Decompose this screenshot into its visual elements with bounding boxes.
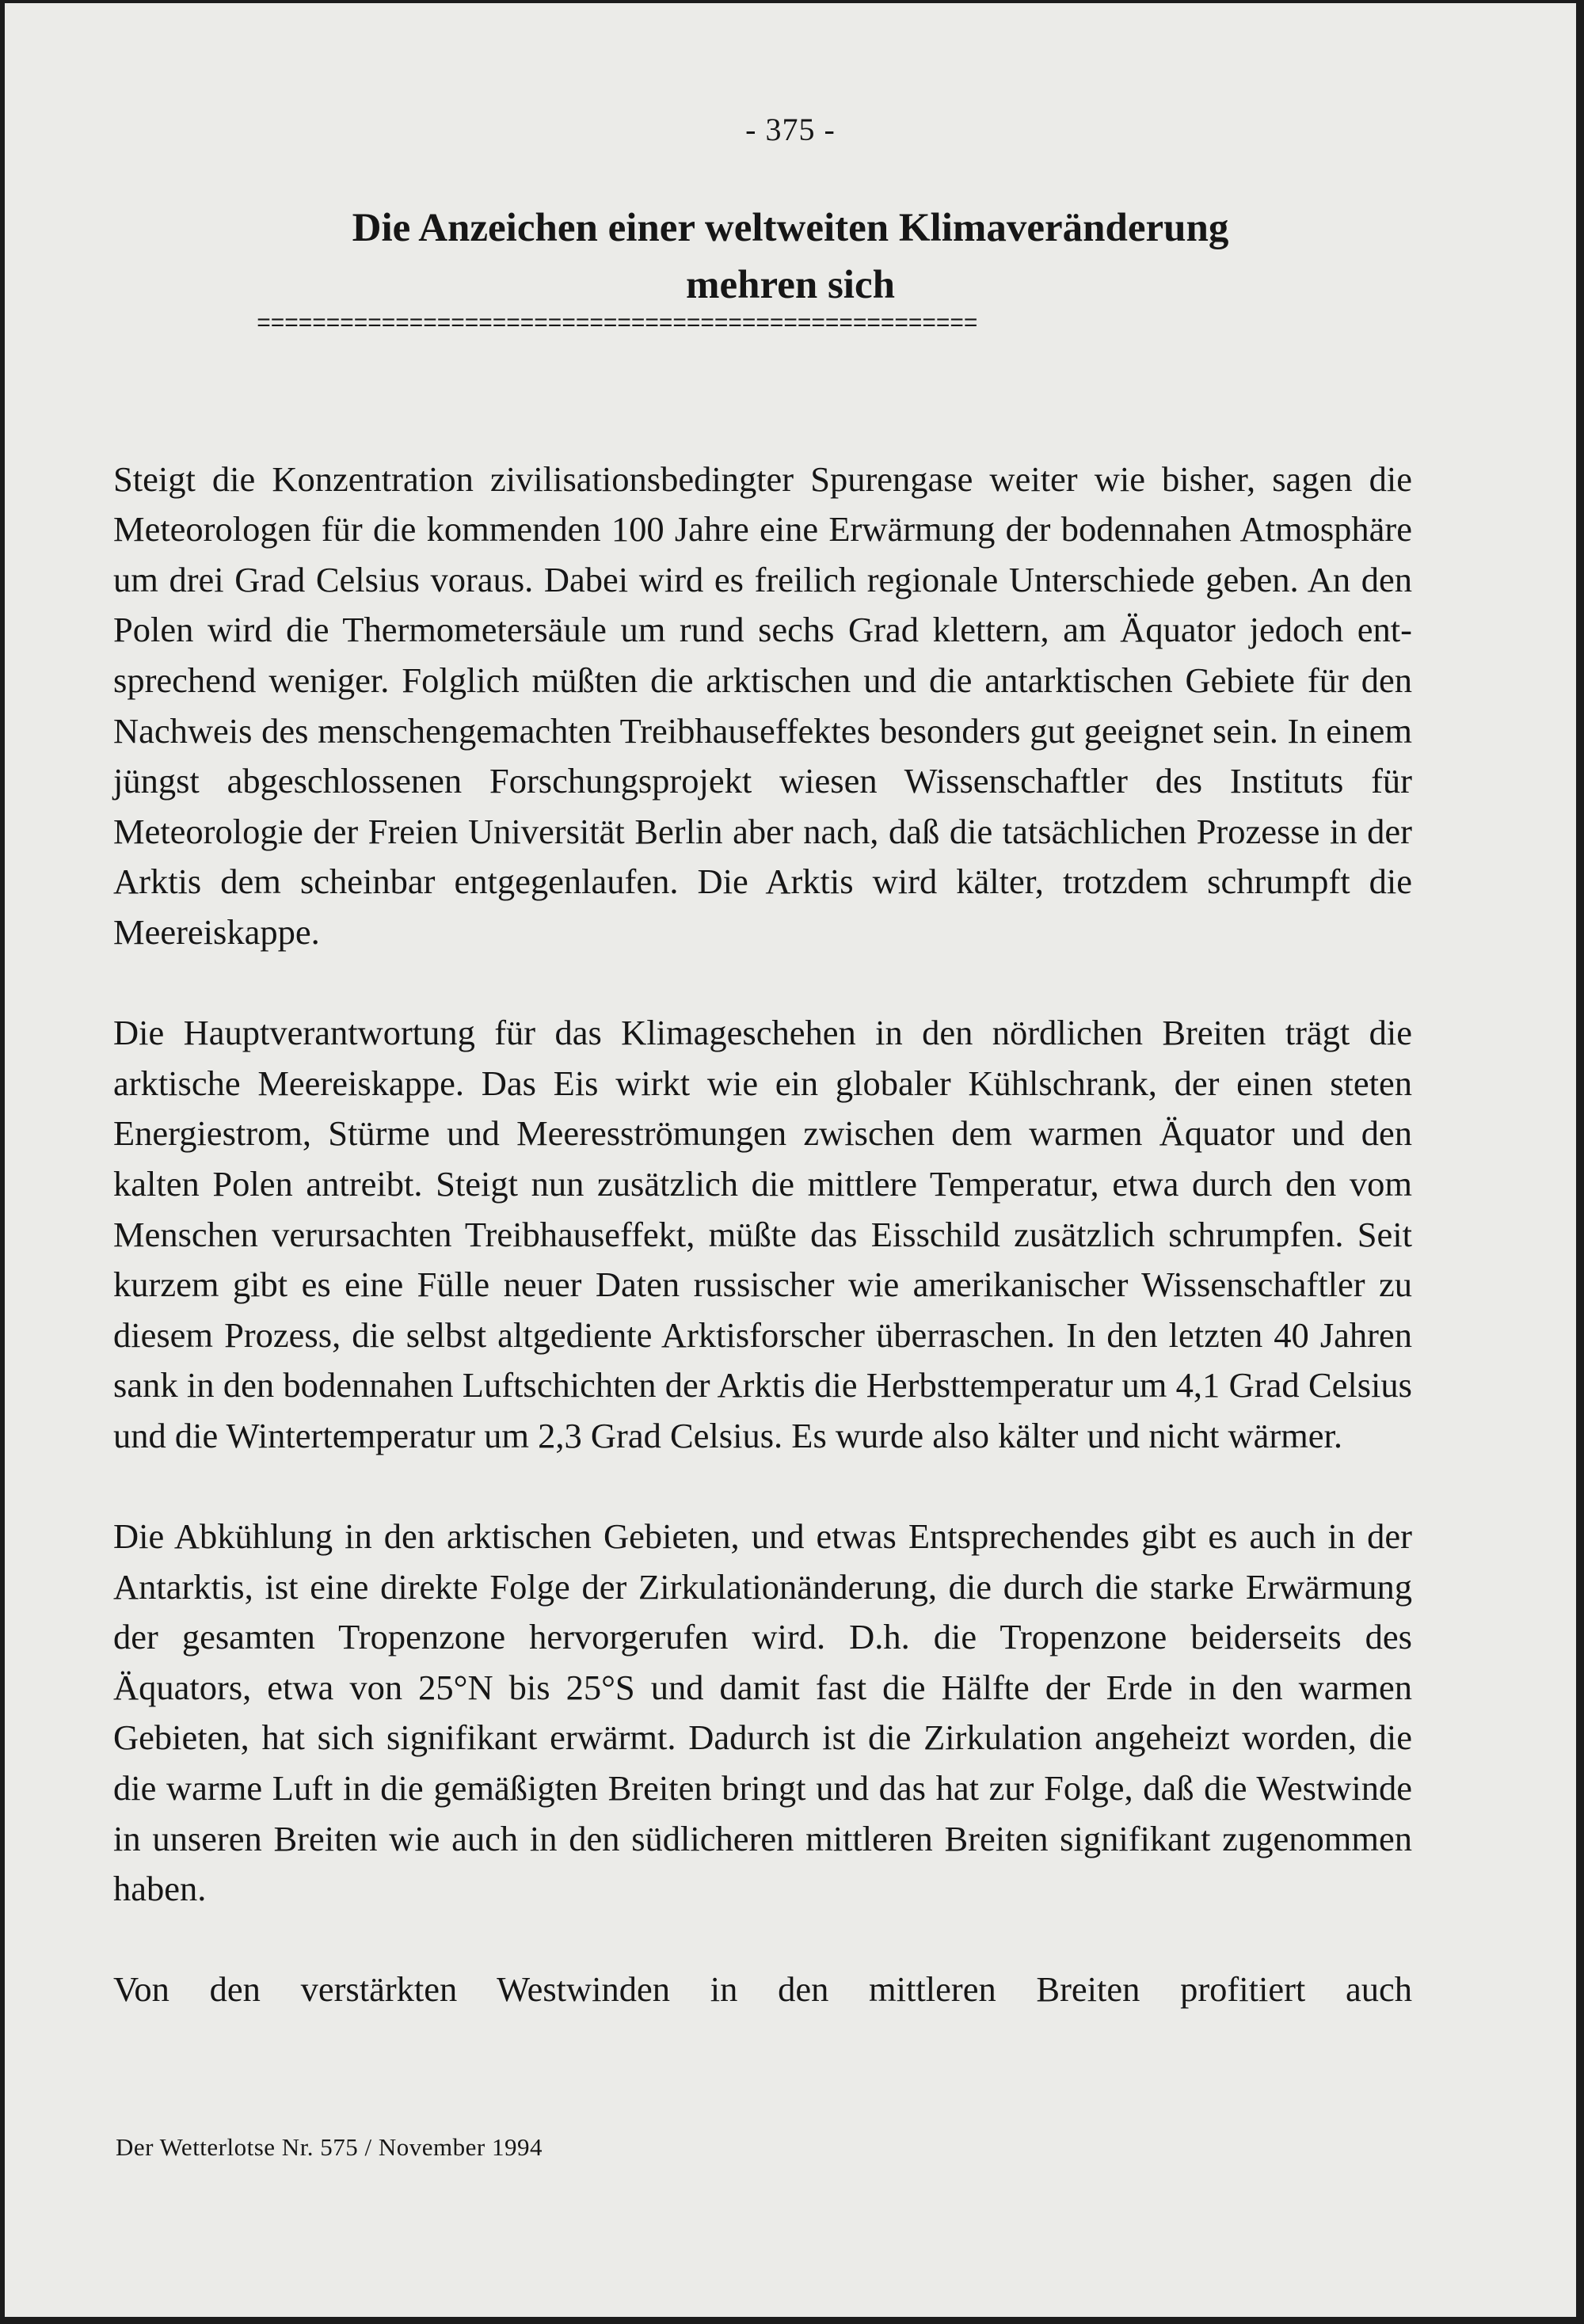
paragraph-4: Von den verstärkten Westwinden in den mittleren Breiten profitiert auch xyxy=(113,1969,1412,2010)
paragraph-3: Die Abkühlung in den arktischen Gebieten, und etwas Entsprechendes gibt es auch in der Antarktis, ist eine direkte Folge der Zirkulationänderung, die durch die starke Erwärmung der gesamten Tropenzone hervorgerufen wird. D.h. die Tropenzone beiderseits des Äquators, etwa von 25°N bis 25°S und damit fast die Hälfte der Erde in den warmen Gebieten, hat sich signifikant erwärmt. Dadurch ist die Zirkulation angeheizt worden, die die warme Luft in die gemäßigten Breiten bringt und das hat zur Folge, daß die Westwinde in unseren Breiten wie auch in den südlicheren mittleren Breiten signifikant zugenommen haben. xyxy=(113,1516,1412,1909)
article-title-line-2: mehren sich xyxy=(686,263,895,307)
paragraph-1: Steigt die Konzentration zivilisationsbedingter Spurengase weiter wie bisher, sagen die Meteorologen für die kommenden 100 Jahre eine Erwärmung der bodennahen Atmosphäre um drei Grad Celsius voraus. Dabei wird es freilich regionale Unterschiede geben. An den Polen wird die Thermometersäule um rund sechs Grad klettern, am Äquator jedoch entsprechend weniger. Folglich müßten die arktischen und die antarktischen Gebiete für den Nachweis des menschengemachten Treibhauseffektes besonders gut geeignet sein. In einem jüngst abgeschlossenen Forschungsprojekt wiesen Wissenschaftler des Instituts für Meteorologie der Freien Universität Berlin aber nach, daß die tatsächlichen Prozesse in der Arktis dem scheinbar entgegenlaufen. Die Arktis wird kälter, trotzdem schrumpft die Meereiskappe. xyxy=(113,458,1412,952)
article-title-line-1: Die Anzeichen einer weltweiten Klimaveränderung xyxy=(352,206,1229,250)
article-title xyxy=(5,200,1576,314)
publication-footer: Der Wetterlotse Nr. 575 / November 1994 xyxy=(116,2133,543,2161)
title-underline-rule: ==================================================== xyxy=(257,317,978,333)
paragraph-2: Die Hauptverantwortung für das Klimageschehen in den nördlichen Breiten trägt die arktische Meereiskappe. Das Eis wirkt wie ein globaler Kühlschrank, der einen steten Energiestrom, Stürme und Meeresströmungen zwischen dem warmen Äquator und den kalten Polen antreibt. Steigt nun zusätzlich die mittlere Temperatur, etwa durch den vom Menschen verursachten Treibhauseffekt, müßte das Eisschild zusätzlich schrumpfen. Seit kurzem gibt es eine Fülle neuer Daten russischer wie amerikanischer Wissenschaftler zu diesem Prozess, die selbst altgediente Arktisforscher überraschen. In den letzten 40 Jahren sank in den bodennahen Luftschichten der Arktis die Herbsttemperatur um 4,1 Grad Celsius und die Wintertemperatur um 2,3 Grad Celsius. Es wurde also kälter und nicht wärmer. xyxy=(113,1013,1412,1455)
document-page xyxy=(5,3,1576,2317)
page-number: - 375 - xyxy=(745,112,836,147)
article-body xyxy=(113,404,1412,2066)
